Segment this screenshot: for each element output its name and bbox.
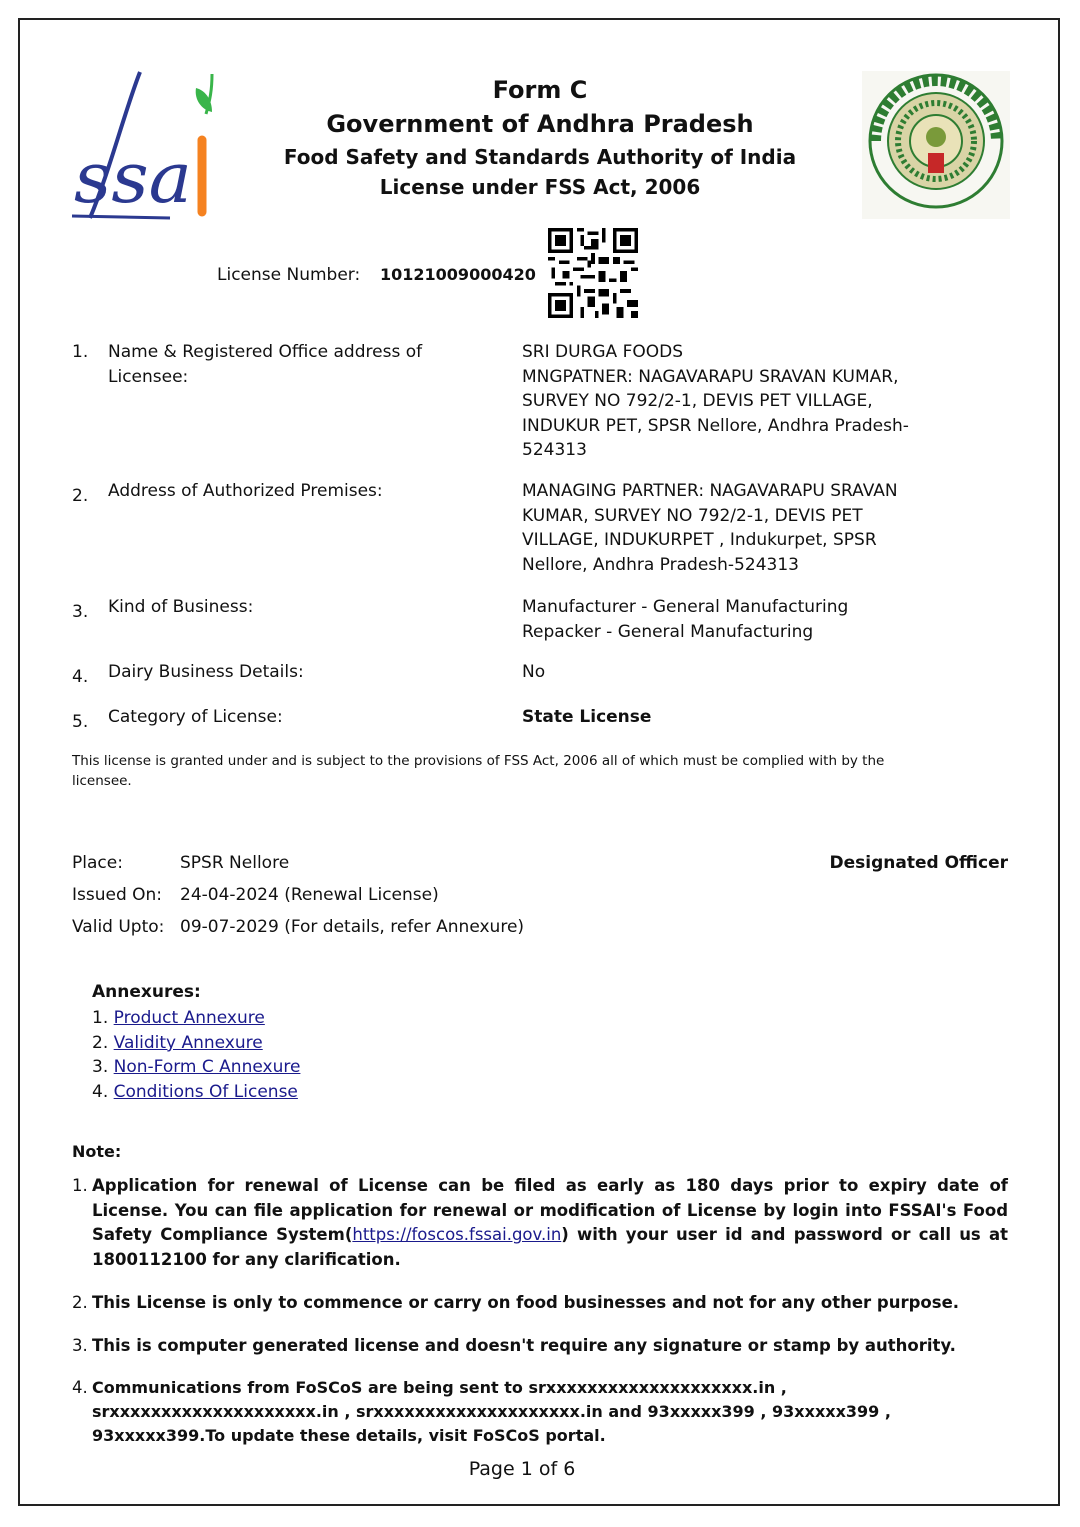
license-number-label: License Number: bbox=[217, 265, 361, 285]
fssai-logo bbox=[70, 70, 220, 220]
item-number: 1. bbox=[72, 342, 89, 362]
authority-title: Food Safety and Standards Authority of India bbox=[283, 145, 797, 169]
issued-on-value: 24-04-2024 (Renewal License) bbox=[180, 885, 439, 905]
validity-annexure-link[interactable]: Validity Annexure bbox=[113, 1032, 263, 1053]
note-title: Note: bbox=[72, 1142, 122, 1161]
item-label: Dairy Business Details: bbox=[108, 662, 304, 682]
note-number: 4. bbox=[72, 1378, 88, 1397]
qr-code bbox=[548, 228, 638, 318]
svg-text:ssa: ssa bbox=[74, 137, 192, 219]
place-value: SPSR Nellore bbox=[180, 853, 290, 873]
act-title: License under FSS Act, 2006 bbox=[379, 175, 701, 199]
page-number: Page 1 of 6 bbox=[468, 1458, 576, 1480]
government-title: Government of Andhra Pradesh bbox=[326, 110, 754, 138]
item-value: State License bbox=[522, 707, 652, 727]
note-communications bbox=[72, 1376, 932, 1448]
annexure-number: 3. bbox=[92, 1057, 109, 1078]
grant-statement: This license is granted under and is subject to the provisions of FSS Act, 2006 all of which must be complied with by the licensee. bbox=[72, 753, 885, 789]
license-number: 10121009000420 bbox=[380, 265, 536, 284]
item-value: No bbox=[522, 662, 546, 682]
note-number: 3. bbox=[72, 1336, 88, 1355]
item-number: 2. bbox=[72, 486, 89, 506]
valid-upto-label: Valid Upto: bbox=[72, 917, 165, 937]
note-purpose bbox=[72, 1291, 1008, 1316]
annexure-number: 1. bbox=[92, 1008, 109, 1028]
note-text: This is computer generated license and doesn't require any signature or stamp by authority. bbox=[92, 1336, 956, 1355]
non-form-c-annexure-link[interactable]: Non-Form C Annexure bbox=[113, 1057, 301, 1078]
note-text: Communications from FoSCoS are being sent to srxxxxxxxxxxxxxxxxxxxx.in , srxxxxxxxxxxxxxxxxxxxx.in , srxxxxxxxxxxxxxxxxxxxx.in and 93xxxxx399 , 93xxxxx399 , 93xxxxx399.To update these details, visit FoSCoS portal. bbox=[92, 1378, 891, 1445]
item-label: Category of License: bbox=[108, 707, 283, 727]
item-label: Kind of Business: bbox=[108, 597, 254, 617]
item-value: MANAGING PARTNER: NAGAVARAPU SRAVAN KUMAR, SURVEY NO 792/2-1, DEVIS PET VILLAGE, INDUKURPET , Indukurpet, SPSR Nellore, Andhra Pradesh-524313 bbox=[522, 481, 898, 575]
note-text: Application for renewal of License can be filed as early as 180 days prior to expiry date of License. You can file application for renewal or modification of License by login into FSSAI's Food Safety Compliance System( bbox=[92, 1176, 1008, 1244]
list-item bbox=[92, 1080, 300, 1105]
item-value: Manufacturer - General Manufacturing Repacker - General Manufacturing bbox=[522, 597, 849, 642]
conditions-of-license-link[interactable]: Conditions Of License bbox=[113, 1081, 298, 1102]
issued-on-label: Issued On: bbox=[72, 885, 163, 905]
annexures-list bbox=[92, 1006, 300, 1104]
annexures-title: Annexures: bbox=[92, 982, 201, 1002]
note-text: This License is only to commence or carry on food businesses and not for any other purpose. bbox=[92, 1293, 960, 1312]
form-title: Form C bbox=[492, 76, 588, 104]
andhra-pradesh-emblem bbox=[862, 71, 1010, 219]
list-item bbox=[92, 1031, 300, 1056]
valid-upto-value: 09-07-2029 (For details, refer Annexure) bbox=[180, 917, 525, 937]
note-renewal bbox=[72, 1174, 1008, 1272]
item-number: 3. bbox=[72, 602, 89, 622]
note-computer-generated bbox=[72, 1334, 1008, 1359]
list-item bbox=[92, 1055, 300, 1080]
annexure-number: 2. bbox=[92, 1032, 109, 1053]
note-number: 1. bbox=[72, 1176, 88, 1195]
item-label: Address of Authorized Premises: bbox=[108, 481, 383, 501]
list-item bbox=[92, 1006, 300, 1031]
product-annexure-link[interactable]: Product Annexure bbox=[113, 1008, 265, 1028]
item-number: 4. bbox=[72, 667, 89, 687]
item-value: SRI DURGA FOODS MNGPATNER: NAGAVARAPU SRAVAN KUMAR, SURVEY NO 792/2-1, DEVIS PET VILLAGE, INDUKUR PET, SPSR Nellore, Andhra Pradesh-524313 bbox=[522, 342, 909, 460]
foscos-link[interactable]: https://foscos.fssai.gov.in bbox=[352, 1225, 562, 1244]
item-number: 5. bbox=[72, 712, 89, 732]
item-label: Name & Registered Office address of Licensee: bbox=[108, 342, 423, 387]
note-number: 2. bbox=[72, 1293, 88, 1312]
annexure-number: 4. bbox=[92, 1081, 109, 1102]
place-label: Place: bbox=[72, 853, 123, 873]
note-text: ) with your user id and password or call us at 1800112100 for any clarification. bbox=[92, 1225, 1008, 1269]
designated-officer: Designated Officer bbox=[829, 853, 1008, 873]
